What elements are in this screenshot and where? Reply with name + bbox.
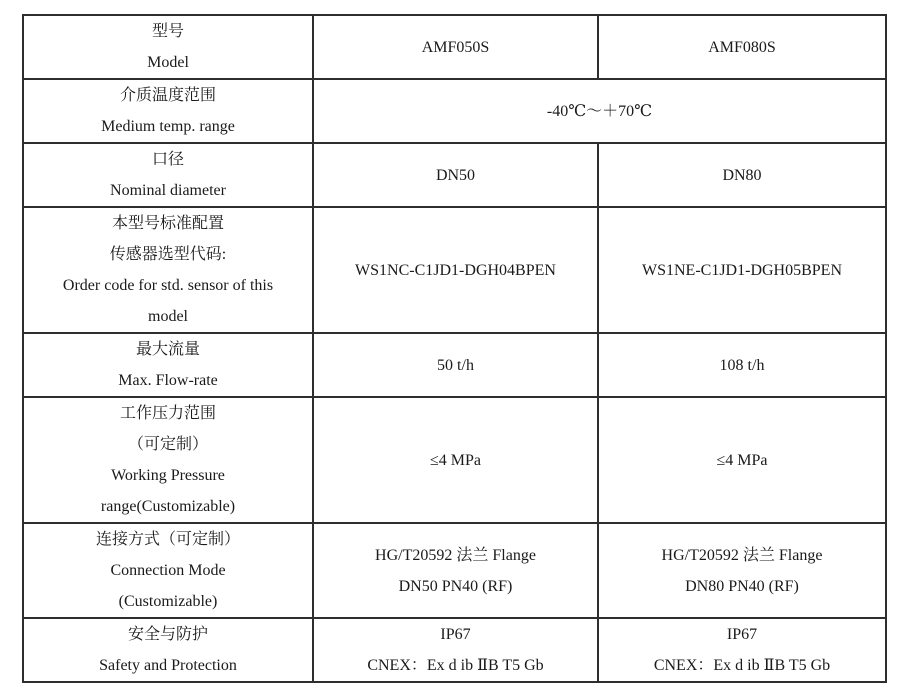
value-cell-connection-b [598,523,886,618]
value-cell-diameter-a: DN50 [313,143,598,207]
label-connection-zh: 连接方式（可定制） [95,531,240,548]
label-cell-model [23,15,313,79]
value-cell-order-code-b: WS1NE-C1JD1-DGH05BPEN [598,207,886,333]
label-max-flow-en: Max. Flow-rate [118,372,218,389]
label-cell-max-flow [23,333,313,397]
label-pressure-zh-2: （可定制） [127,436,208,453]
label-cell-order-code [23,207,313,333]
label-cell-connection [23,523,313,618]
row-order-code [23,207,886,333]
label-order-code-zh-1: 本型号标准配置 [111,215,224,232]
safety-a-ip-rating: IP67 [440,626,471,643]
label-order-code-zh-2: 传感器选型代码: [109,246,227,263]
safety-b-ip-rating: IP67 [726,626,758,643]
label-cell-safety [23,618,313,682]
connection-b-line-1: HG/T20592 法兰 Flange [661,546,823,564]
connection-a-line-1: HG/T20592 法兰 Flange [375,546,536,564]
safety-b-ex-rating: CNEX：Ex d ib ⅡB T5 Gb [653,657,831,674]
value-cell-max-flow-a: 50 t/h [313,333,598,397]
row-connection-mode [23,523,886,618]
row-model [23,15,886,79]
label-connection-en-2: (Customizable) [118,593,218,610]
label-medium-temp-zh: 介质温度范围 [119,87,216,104]
label-pressure-en-1: Working Pressure [111,467,225,484]
label-pressure-zh-1: 工作压力范围 [119,405,216,422]
label-max-flow-zh: 最大流量 [135,341,200,358]
label-model-en: Model [147,54,189,71]
value-cell-model-b: AMF080S [598,15,886,79]
label-cell-diameter [23,143,313,207]
label-order-code-en-2: model [148,308,188,325]
row-medium-temp-range [23,79,886,143]
value-cell-safety-b [598,618,886,682]
label-pressure-en-2: range(Customizable) [100,498,236,515]
value-cell-pressure-a: ≤4 MPa [313,397,598,523]
label-cell-medium-temp [23,79,313,143]
label-order-code-en-1: Order code for std. sensor of this [62,277,274,294]
row-max-flow-rate [23,333,886,397]
row-nominal-diameter [23,143,886,207]
label-medium-temp-en: Medium temp. range [101,118,235,135]
label-safety-en: Safety and Protection [99,657,237,674]
row-working-pressure [23,397,886,523]
value-cell-max-flow-b: 108 t/h [598,333,886,397]
label-safety-zh: 安全与防护 [127,626,208,643]
row-safety-protection [23,618,886,682]
value-cell-medium-temp-merged: -40℃～＋70℃ [313,79,886,143]
value-cell-safety-a [313,618,598,682]
connection-b-line-2: DN80 PN40 (RF) [685,577,799,595]
value-cell-order-code-a: WS1NC-C1JD1-DGH04BPEN [313,207,598,333]
value-cell-diameter-b: DN80 [598,143,886,207]
label-cell-pressure [23,397,313,523]
value-cell-pressure-b: ≤4 MPa [598,397,886,523]
connection-a-line-2: DN50 PN40 (RF) [398,577,513,595]
label-connection-en-1: Connection Mode [110,562,226,579]
safety-a-ex-rating: CNEX：Ex d ib ⅡB T5 Gb [367,657,544,674]
label-diameter-en: Nominal diameter [110,182,226,199]
value-cell-connection-a [313,523,598,618]
label-diameter-zh: 口径 [151,151,184,168]
label-model-zh: 型号 [151,23,184,40]
product-spec-table [22,14,887,683]
value-cell-model-a: AMF050S [313,15,598,79]
